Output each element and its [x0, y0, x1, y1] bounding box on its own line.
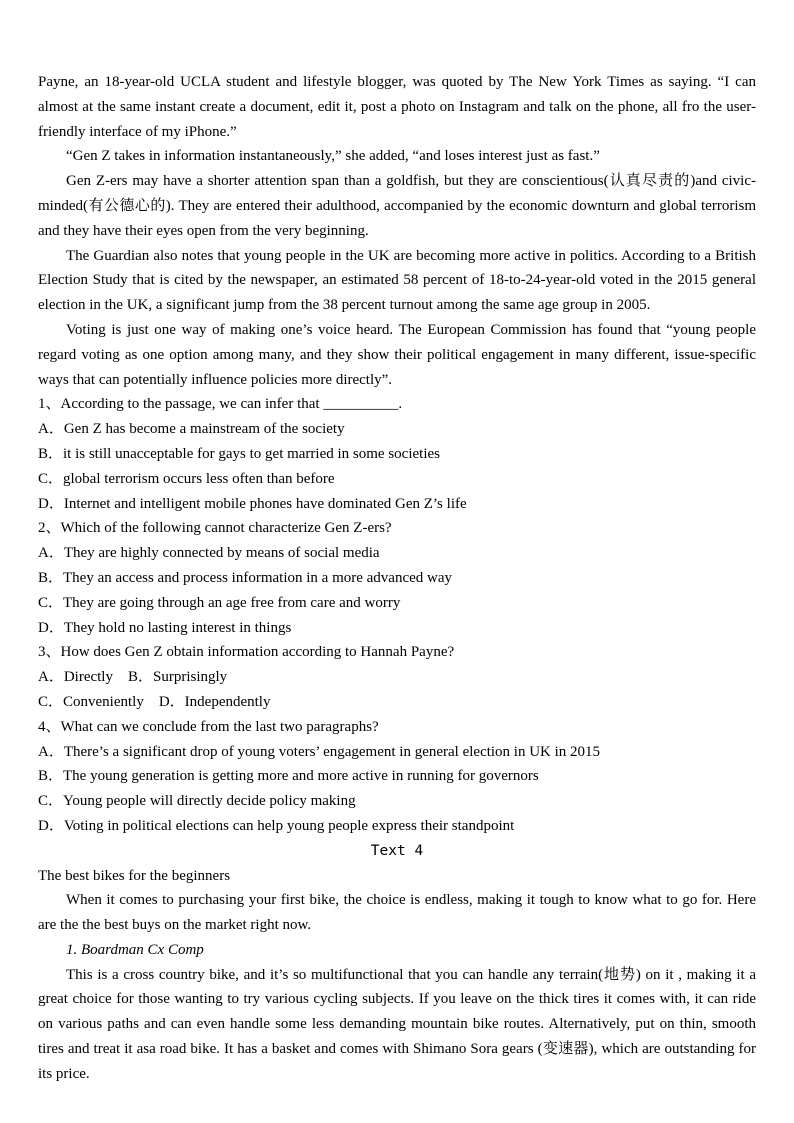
question-stem: 1、According to the passage, we can infer that __________. [38, 396, 403, 413]
subsection-title: 1. Boardman Cx Comp [66, 941, 204, 958]
passage-paragraph: The Guardian also notes that young people in the UK are becoming more active in politics. According to a British Election Study that is cited by the newspaper, an estimated 58 percent of 18-to-24-year-old voted in the 2015 general election in the UK, a significant jump from the 38 percent turnout among the same age group in 2005. [38, 247, 760, 314]
passage-paragraph: This is a cross country bike, and it’s so multifunctional that you can handle any terrain(地势) on it , making it a great choice for those wanting to try various cycling subjects. If you leave on the thick tires it comes with, it can ride on various paths and can even handle some less demanding mountain bike routes. Alternatively, put on thin, smooth tires and treat it asa road bike. It has a basket and comes with Shimano Sora gears (变速器), which are outstanding for its price. [38, 966, 760, 1082]
passage-paragraph: When it comes to purchasing your first bike, the choice is endless, making it tough to know what to go for. Here are the the best buys on the market right now. [38, 892, 760, 934]
question-stem: 2、Which of the following cannot characterize Gen Z-ers? [38, 520, 392, 537]
question-stem: 4、What can we conclude from the last two paragraphs? [38, 718, 379, 735]
option-line: A．Directly B．Surprisingly [38, 669, 228, 686]
question-stem: 3、How does Gen Z obtain information according to Hannah Payne? [38, 644, 455, 661]
option-line: B．The young generation is getting more and more active in running for governors [38, 768, 539, 785]
document-body [38, 70, 760, 1087]
option-line: D．They hold no lasting interest in things [38, 619, 292, 636]
passage-paragraph: Gen Z-ers may have a shorter attention span than a goldfish, but they are conscientious(认真尽责的)and civic-minded(有公德心的). They are entered their adulthood, accompanied by the economic downturn and global terrorism and they have their eyes open from the very beginning. [38, 173, 760, 239]
option-line: B．it is still unacceptable for gays to get married in some societies [38, 445, 440, 462]
option-line: B．They an access and process information in a more advanced way [38, 569, 453, 586]
passage-paragraph: “Gen Z takes in information instantaneously,” she added, “and loses interest just as fast.” [66, 148, 600, 165]
option-line: A．There’s a significant drop of young voters’ engagement in general election in UK in 2015 [38, 743, 601, 760]
option-line: C．They are going through an age free from care and worry [38, 594, 401, 611]
option-line: C．global terrorism occurs less often than before [38, 470, 335, 487]
section-heading: Text 4 [370, 842, 424, 859]
option-line: C．Young people will directly decide policy making [38, 793, 356, 810]
passage-paragraph: Voting is just one way of making one’s voice heard. The European Commission has found that “young people regard voting as one option among many, and they show their political engagement in many different, issue-specific ways that can potentially influence policies more directly”. [38, 321, 760, 388]
option-line: C．Conveniently D．Independently [38, 693, 271, 710]
option-line: A．Gen Z has become a mainstream of the society [38, 421, 345, 438]
option-line: A．They are highly connected by means of social media [38, 545, 380, 562]
passage-paragraph: Payne, an 18-year-old UCLA student and lifestyle blogger, was quoted by The New York Times as saying. “I can almost at the same instant create a document, edit it, post a photo on Instagram and talk on the phone, all fro the user-friendly interface of my iPhone.” [38, 74, 760, 140]
passage-title: The best bikes for the beginners [38, 867, 231, 884]
option-line: D．Voting in political elections can help young people express their standpoint [38, 817, 515, 834]
option-line: D．Internet and intelligent mobile phones have dominated Gen Z’s life [38, 495, 467, 512]
